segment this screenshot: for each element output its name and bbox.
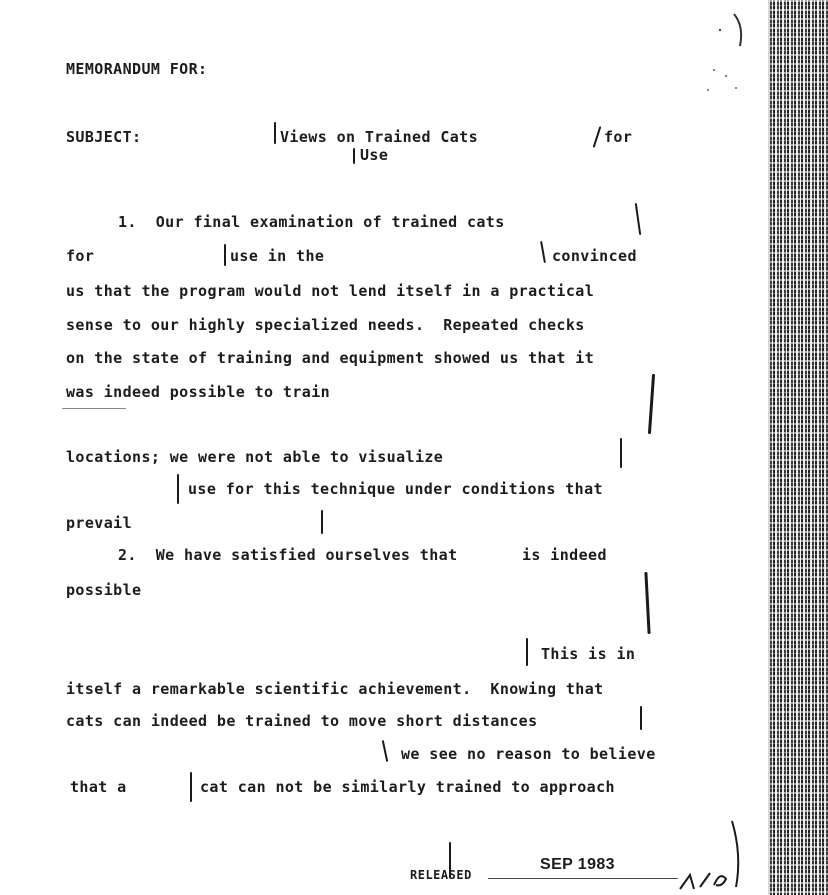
stamp-rule: [488, 878, 678, 879]
p1-line: us that the program would not lend itself in a practical: [66, 282, 595, 300]
stray-underline: [62, 408, 126, 409]
redaction-mark: [224, 244, 226, 266]
p2-line: is indeed: [522, 546, 607, 564]
subject-for: for: [604, 128, 633, 146]
p2-line: This is in: [541, 645, 636, 663]
redaction-mark: [274, 122, 276, 144]
scan-specks: [700, 10, 750, 100]
subject-title: Views on Trained Cats: [280, 128, 479, 146]
redaction-mark: [321, 510, 323, 534]
p1-line: was indeed possible to train: [66, 383, 331, 401]
subject-use: Use: [360, 146, 389, 164]
redaction-mark: [382, 740, 389, 762]
p2-line: cats can indeed be trained to move short distances: [66, 712, 538, 730]
redaction-mark: [540, 241, 546, 263]
p1-line: prevail: [66, 514, 133, 532]
redaction-mark: [177, 474, 179, 504]
p2-line: that a: [70, 778, 127, 796]
handwritten-initials: [670, 815, 770, 895]
redaction-mark: [593, 126, 602, 148]
p2-line: 2. We have satisfied ourselves that: [118, 546, 458, 564]
released-stamp: RELEASED: [410, 868, 472, 882]
redaction-mark: [353, 148, 355, 164]
p1-line: use in the: [230, 247, 325, 265]
redaction-mark: [526, 638, 528, 666]
subject-label: SUBJECT:: [66, 128, 142, 146]
p1-line: on the state of training and equipment showed us that it: [66, 349, 595, 367]
p2-line: itself a remarkable scientific achievement. Knowing that: [66, 680, 604, 698]
p1-line: sense to our highly specialized needs. Repeated checks: [66, 316, 585, 334]
redaction-mark: [620, 438, 622, 468]
p2-line: we see no reason to believe: [401, 745, 656, 763]
redaction-mark: [640, 706, 642, 730]
p1-line: use for this technique under conditions that: [188, 480, 603, 498]
p1-line: for: [66, 247, 95, 265]
memorandum-for-label: MEMORANDUM FOR:: [66, 60, 208, 78]
redaction-mark: [635, 203, 641, 235]
p1-line: convinced: [552, 247, 637, 265]
scan-edge-texture: [770, 0, 828, 895]
p2-line: cat can not be similarly trained to approach: [200, 778, 615, 796]
redaction-mark: [648, 374, 655, 434]
p2-line: possible: [66, 581, 142, 599]
redaction-mark: [190, 772, 192, 802]
release-date: SEP 1983: [540, 856, 615, 873]
p1-line: locations; we were not able to visualize: [66, 448, 444, 466]
p1-line: 1. Our final examination of trained cats: [118, 213, 505, 231]
redaction-mark: [644, 572, 650, 634]
